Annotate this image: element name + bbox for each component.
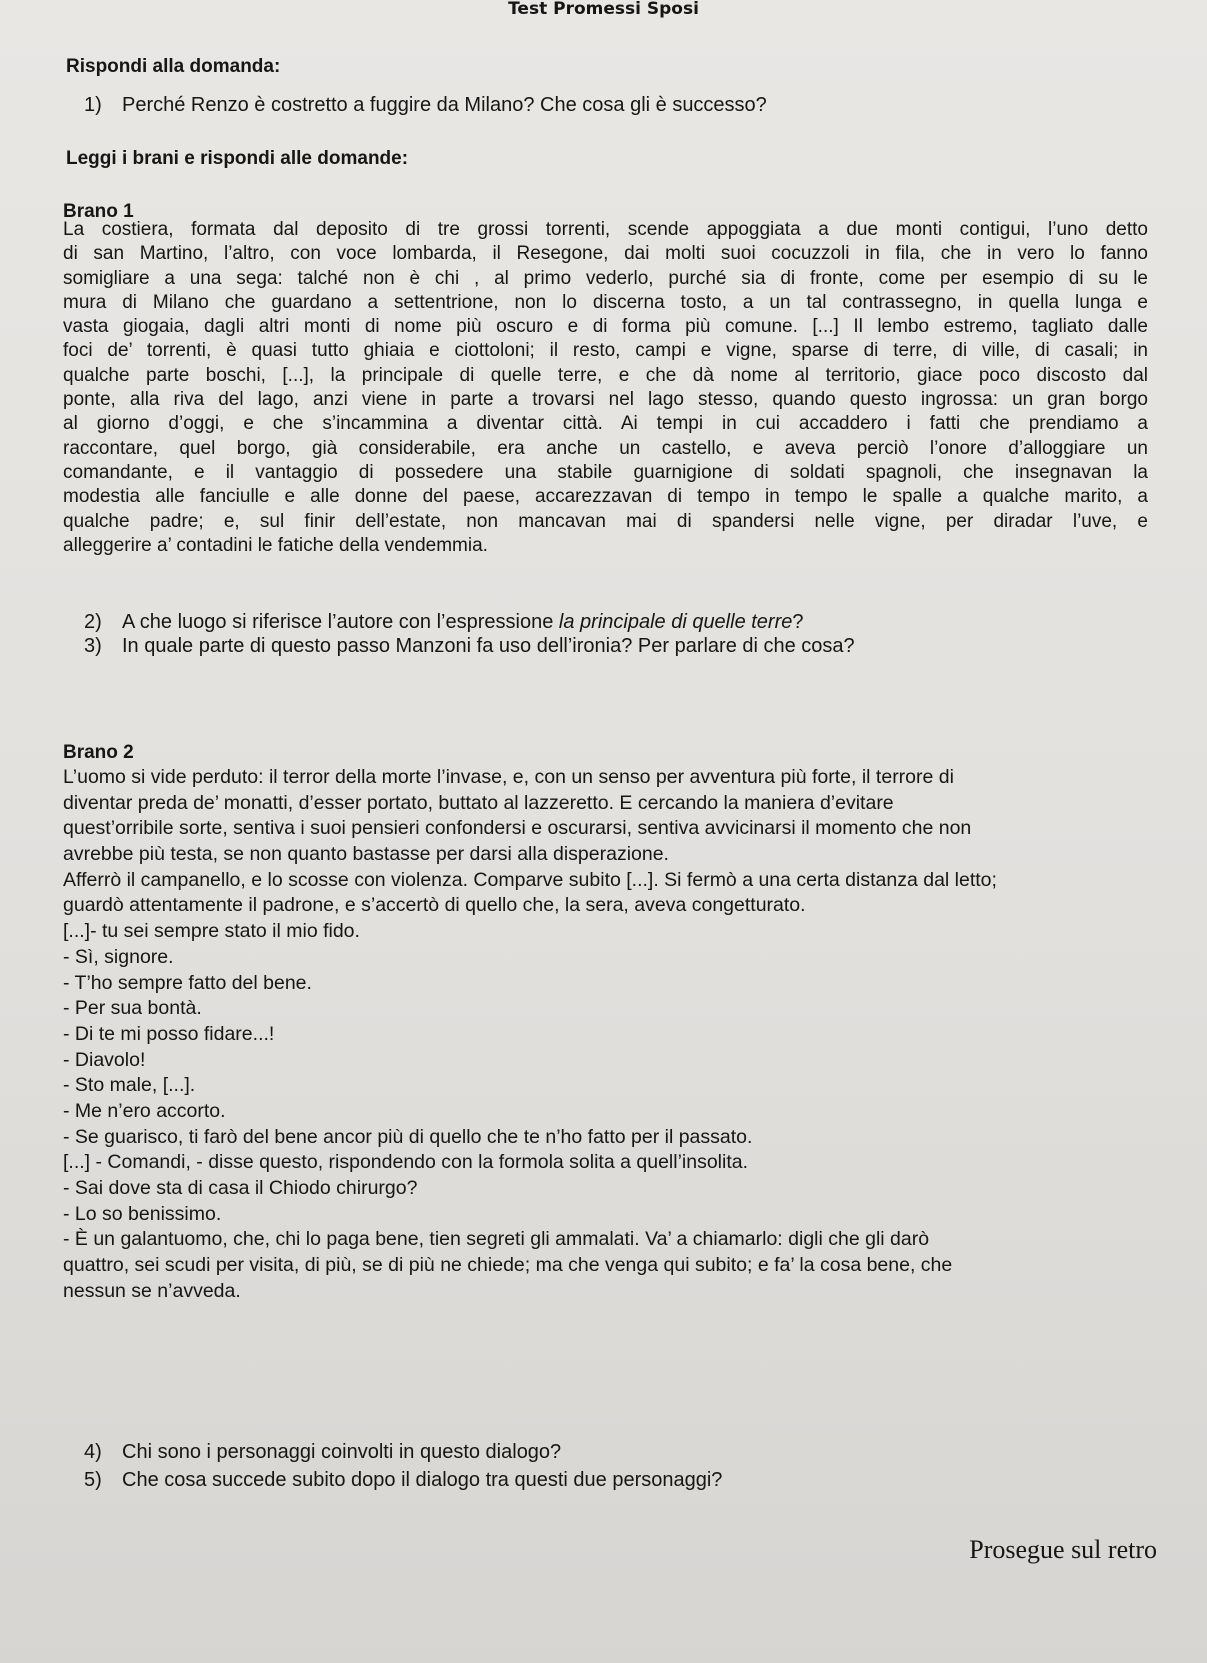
text-line: - Lo so benissimo. <box>63 1202 222 1225</box>
text-line: ponte, alla riva del lago, anzi viene in parte a trovarsi nel lago stesso, quando questo ingrossa: un gran borgo <box>63 389 1148 411</box>
text-line: guardò attentamente il padrone, e s’accertò di quello che, la sera, aveva congetturato. <box>63 894 806 917</box>
question-italic-phrase: la principale di quelle terre <box>558 611 793 633</box>
text-line: - T’ho sempre fatto del bene. <box>63 971 312 994</box>
text-line: alleggerire a’ contadini le fatiche della vendemmia. <box>63 534 488 556</box>
text-line: al giorno d’oggi, e che s’incammina a diventar città. Ai tempi in cui accaddero i fatti che prendiamo a <box>63 413 1148 435</box>
brano-2-heading: Brano 2 <box>63 742 134 763</box>
instruction-answer: Rispondi alla domanda: <box>66 56 281 77</box>
text-line: somigliare a una sega: talché non è chi , al primo vederlo, purché sia di fronte, come per esempio di su le <box>63 267 1148 289</box>
question-5 <box>84 1468 1144 1492</box>
text-line: - Se guarisco, ti farò del bene ancor più di quello che te n’ho fatto per il passato. <box>63 1125 753 1148</box>
text-line: vasta giogaia, dagli altri monti di nome più oscuro e di forma più comune. [...] Il lembo estremo, tagliato dalle <box>63 316 1148 338</box>
text-line: - Per sua bontà. <box>63 997 202 1020</box>
question-number: 5) <box>84 1469 102 1491</box>
text-line: foci de’ torrenti, è quasi tutto ghiaia e ciottoloni; il resto, campi e vigne, sparse di terre, di ville, di casali; in <box>63 340 1148 362</box>
question-text: In quale parte di questo passo Manzoni fa uso dell’ironia? Per parlare di che cosa? <box>122 635 855 657</box>
text-line: comandante, e il vantaggio di possedere una stabile guarnigione di soldati spagnoli, che insegnavan la <box>63 461 1148 483</box>
text-line: qualche padre; e, sul finir dell’estate, non mancavan mai di spandersi nelle vigne, per diradar l’uve, e <box>63 510 1148 532</box>
text-line: - Me n’ero accorto. <box>63 1099 226 1122</box>
brano-1-heading: Brano 1 <box>63 201 134 222</box>
instruction-read: Leggi i brani e rispondi alle domande: <box>66 148 409 169</box>
question-number: 3) <box>84 635 102 657</box>
text-line: diventar preda de’ monatti, d’esser portato, buttato al lazzeretto. E cercando la maniera d’evitare <box>63 791 894 814</box>
text-line: Afferrò il campanello, e lo scosse con violenza. Comparve subito [...]. Si fermò a una certa distanza dal letto; <box>63 868 997 891</box>
text-line: avrebbe più testa, se non quanto bastasse per darsi alla disperazione. <box>63 843 669 866</box>
text-line: quest’orribile sorte, sentiva i suoi pensieri confondersi e oscurarsi, sentiva avvicinarsi il momento che non <box>63 817 972 840</box>
question-text: Che cosa succede subito dopo il dialogo tra questi due personaggi? <box>122 1469 723 1491</box>
question-4 <box>84 1440 1144 1464</box>
question-number: 4) <box>84 1441 102 1463</box>
text-line: - Di te mi posso fidare...! <box>63 1022 275 1045</box>
text-line: - Sì, signore. <box>63 945 174 968</box>
text-line: raccontare, quel borgo, già considerabile, era anche un castello, e aveva perciò l’onore d’alloggiare un <box>63 437 1148 459</box>
text-line: modestia alle fanciulle e alle donne del paese, accarezzavan di tempo in tempo le spalle a qualche marito, a <box>63 486 1148 508</box>
brano-2-text <box>63 765 1163 1304</box>
text-line: [...]- tu sei sempre stato il mio fido. <box>63 920 360 943</box>
text-line: La costiera, formata dal deposito di tre grossi torrenti, scende appoggiata a due monti contigui, l’uno detto <box>63 219 1148 240</box>
brano-1-text <box>63 218 1148 558</box>
question-2 <box>84 610 1144 634</box>
question-text: A che luogo si riferisce l’autore con l’espressione <box>122 611 559 633</box>
text-line: L’uomo si vide perduto: il terror della morte l’invase, e, con un senso per avventura più forte, il terrore di <box>63 766 954 788</box>
text-line: di san Martino, l’altro, con voce lombarda, il Resegone, dai molti suoi cocuzzoli in fila, che in vero lo fanno <box>63 243 1148 265</box>
text-line: - È un galantuomo, che, chi lo paga bene, tien segreti gli ammalati. Va’ a chiamarlo: digli che gli darò <box>63 1228 930 1251</box>
text-line: qualche parte boschi, [...], la principale di quelle terre, e che dà nome al territorio, giace poco discosto dal <box>63 364 1148 386</box>
text-line: - Sto male, [...]. <box>63 1074 196 1097</box>
text-line: quattro, sei scudi per visita, di più, se di più ne chiede; ma che venga qui subito; e fa’ la cosa bene, che <box>63 1254 953 1277</box>
text-line: - Diavolo! <box>63 1048 146 1071</box>
footer-note: Prosegue sul retro <box>969 1535 1157 1564</box>
question-text: Perché Renzo è costretto a fuggire da Milano? Che cosa gli è successo? <box>122 94 767 116</box>
question-text: Chi sono i personaggi coinvolti in questo dialogo? <box>122 1441 562 1463</box>
question-number: 1) <box>84 94 102 116</box>
page-title: Test Promessi Sposi <box>508 0 699 19</box>
text-line: mura di Milano che guardano a settentrione, non lo discerna tosto, a un tal contrassegno, in quella lunga e <box>63 291 1148 313</box>
question-number: 2) <box>84 611 102 633</box>
question-text-end: ? <box>792 611 804 633</box>
text-line: [...] - Comandi, - disse questo, rispondendo con la formola solita a quell’insolita. <box>63 1151 749 1174</box>
question-3 <box>84 634 1144 658</box>
text-line: - Sai dove sta di casa il Chiodo chirurgo? <box>63 1177 418 1199</box>
question-1 <box>84 93 1144 117</box>
text-line: nessun se n’avveda. <box>63 1279 241 1302</box>
